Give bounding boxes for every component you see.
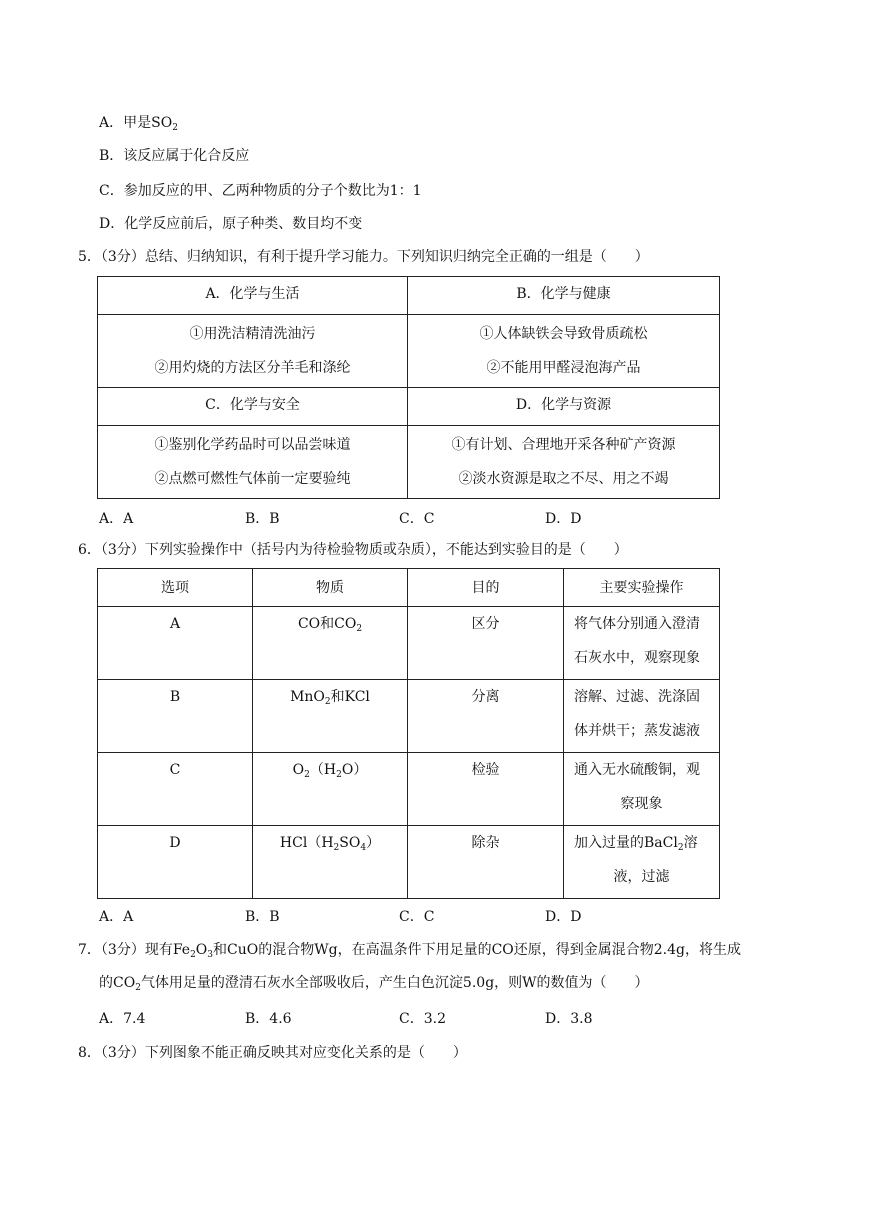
q7-answer-a: A．7.4: [99, 1011, 146, 1027]
q7-answer-b: B．4.6: [245, 1011, 292, 1027]
q6-row-c-operation: 通入无水硫酸铜，观 察现象: [564, 753, 720, 826]
q6-header-option: 选项: [98, 569, 253, 607]
q6-row-c-substance: $O_2(H_2O)$: [253, 753, 408, 826]
q5-answer-c: C．C: [399, 511, 435, 527]
q7-answer-c: C．3.2: [399, 1011, 446, 1027]
q5-b-line2: ②不能用甲醛浸泡海产品: [486, 360, 641, 376]
q5-answer-a: A．A: [99, 511, 134, 527]
q5-cell-b-body: [408, 315, 720, 388]
q5-d-line2: ②淡水资源是取之不尽、用之不竭: [458, 471, 669, 487]
q6-stem: 6．（3分）下列实验操作中（括号内为待检验物质或杂质），不能达到实验目的是（ ）: [78, 542, 628, 558]
q5-table: [97, 276, 720, 499]
q7-answer-d: D．3.8: [545, 1011, 593, 1027]
q6-row-a-purpose: 区分: [408, 607, 564, 680]
q6-table: [97, 568, 720, 899]
q5-d-line1: ①有计划、合理地开采各种矿产资源: [451, 437, 676, 453]
q6-row-c-purpose: 检验: [408, 753, 564, 826]
q5-cell-d-body: [408, 426, 720, 499]
q7-stem-line1: 7．（3分）现有$Fe_2O_3$和CuO的混合物Wg，在高温条件下用足量的CO还原，得到金属混合物2.4g，将生成: [78, 942, 741, 960]
q5-a-line1: ①用洗洁精清洗油污: [189, 326, 316, 342]
q4-option-b: B．该反应属于化合反应: [99, 148, 250, 164]
q4-option-c: C．参加反应的甲、乙两种物质的分子个数比为1：1: [99, 183, 422, 199]
q5-stem: 5．（3分）总结、归纳知识，有利于提升学习能力。下列知识归纳完全正确的一组是（ ）: [78, 249, 649, 265]
q5-cell-c-head: C．化学与安全: [98, 388, 408, 426]
q5-cell-a-body: [98, 315, 408, 388]
q5-c-line2: ②点燃可燃性气体前一定要验纯: [154, 471, 351, 487]
q6-row-b-purpose: 分离: [408, 680, 564, 753]
q5-answer-b: B．B: [245, 511, 280, 527]
q6-row-a-operation: 将气体分别通入澄清 石灰水中，观察现象: [564, 607, 720, 680]
q4-option-d: D．化学反应前后，原子种类、数目均不变: [99, 216, 363, 232]
q6-answer-b: B．B: [245, 909, 280, 925]
q6-row-c-option: C: [98, 753, 253, 826]
q6-answer-a: A．A: [99, 909, 134, 925]
q5-a-line2: ②用灼烧的方法区分羊毛和涤纶: [154, 360, 351, 376]
q5-b-line1: ①人体缺铁会导致骨质疏松: [479, 326, 648, 342]
q6-answer-c: C．C: [399, 909, 435, 925]
q6-answer-d: D．D: [545, 909, 582, 925]
q8-stem: 8．（3分）下列图象不能正确反映其对应变化关系的是（ ）: [78, 1045, 467, 1061]
q6-row-d-operation: 加入过量的BaCl$_2$溶 液，过滤: [564, 826, 720, 899]
q6-row-b-substance: MnO$_2$和KCl: [253, 680, 408, 753]
q5-cell-b-head: B．化学与健康: [408, 277, 720, 315]
q6-row-a-substance: CO和$CO_2$: [253, 607, 408, 680]
q6-row-d-option: D: [98, 826, 253, 899]
q5-cell-d-head: D．化学与资源: [408, 388, 720, 426]
q7-stem-line2: 的$CO_2$气体用足量的澄清石灰水全部吸收后，产生白色沉淀5.0g，则W的数值为（ ）: [99, 975, 649, 993]
q5-cell-a-head: A．化学与生活: [98, 277, 408, 315]
q6-row-d-purpose: 除杂: [408, 826, 564, 899]
q5-cell-c-body: [98, 426, 408, 499]
q6-row-b-option: B: [98, 680, 253, 753]
q6-header-purpose: 目的: [408, 569, 564, 607]
q6-row-d-substance: $HCl(H_2SO_4)$: [253, 826, 408, 899]
q5-answer-d: D．D: [545, 511, 582, 527]
q6-row-b-operation: 溶解、过滤、洗涤固 体并烘干；蒸发滤液: [564, 680, 720, 753]
q4-option-a: A．甲是$SO_2$: [99, 115, 178, 133]
q6-header-substance: 物质: [253, 569, 408, 607]
q5-c-line1: ①鉴别化学药品时可以品尝味道: [154, 437, 351, 453]
q6-row-a-option: A: [98, 607, 253, 680]
q6-header-operation: 主要实验操作: [564, 569, 720, 607]
